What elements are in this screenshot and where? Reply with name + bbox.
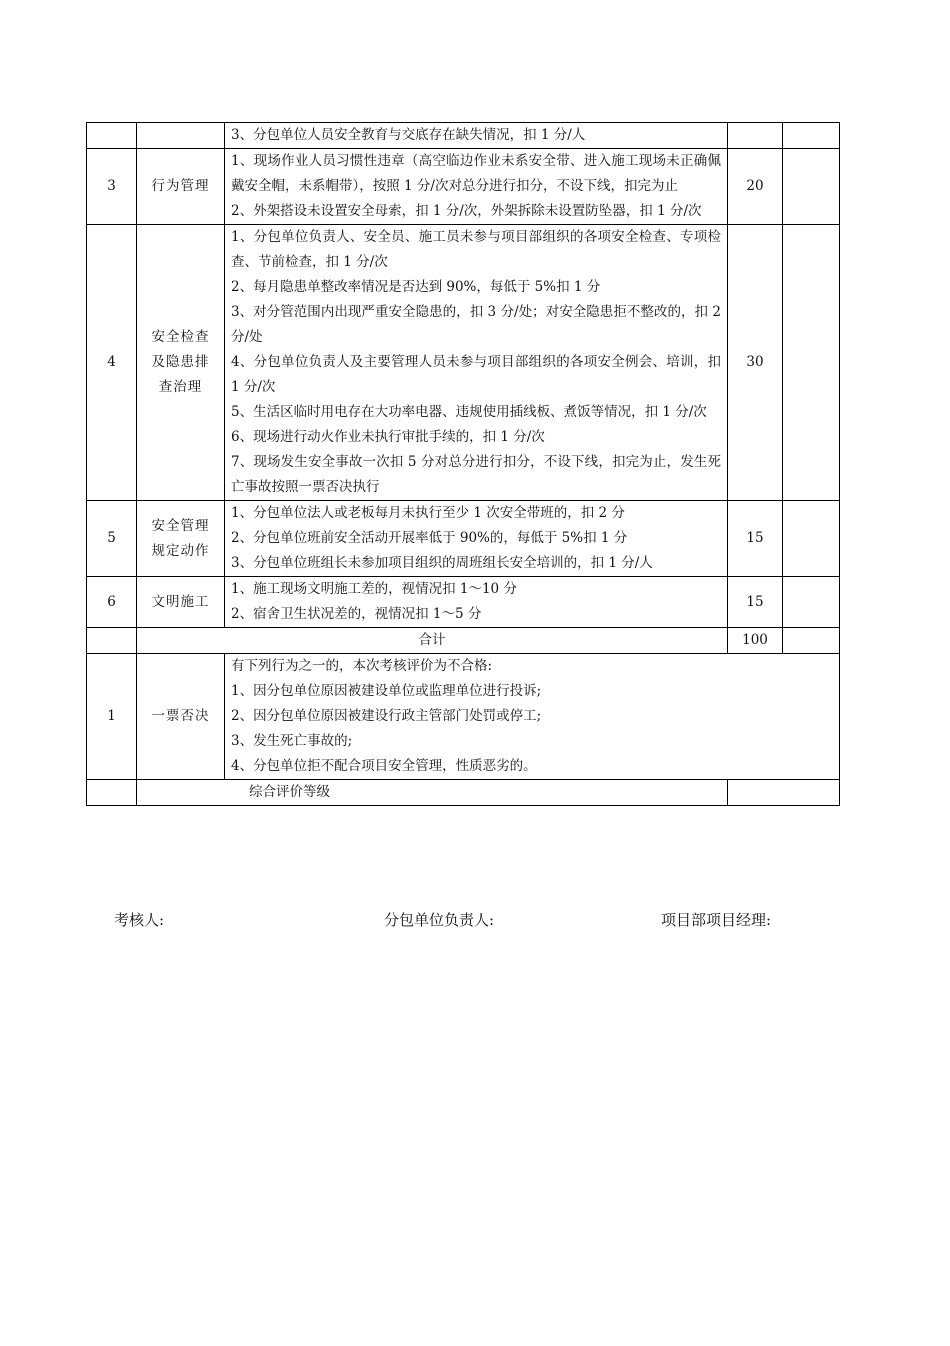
- item-category: [137, 149, 225, 225]
- criteria-line: 4、分包单位负责人及主要管理人员未参与项目部组织的各项安全例会、培训，扣 1 分/次: [231, 354, 721, 395]
- item-criteria: [225, 149, 728, 225]
- criteria-line: 1、分包单位负责人、安全员、施工员未参与项目部组织的各项安全检查、专项检查、节前检查，扣 1 分/次: [231, 229, 721, 270]
- item-category: [137, 123, 225, 149]
- item-criteria: [225, 501, 728, 577]
- item-category: [137, 577, 225, 628]
- total-score: 100: [728, 628, 783, 654]
- criteria-line: 3、分包单位班组长未参加项目组织的周班组长安全培训的，扣 1 分/人: [231, 555, 653, 571]
- category-line: 文明施工: [151, 593, 210, 610]
- item-result: [783, 501, 840, 577]
- grade-value[interactable]: [728, 780, 840, 806]
- item-result: [783, 225, 840, 501]
- item-number: 4: [87, 225, 137, 501]
- item-score: 15: [728, 501, 783, 577]
- criteria-line: 2、每月隐患单整改率情况是否达到 90%，每低于 5%扣 1 分: [231, 279, 601, 295]
- total-blank: [87, 628, 137, 654]
- table-row: [87, 123, 840, 149]
- criteria-line: 2、分包单位班前安全活动开展率低于 90%的，每低于 5%扣 1 分: [231, 530, 628, 546]
- assessment-table: [86, 122, 840, 806]
- item-result: [783, 123, 840, 149]
- item-score: 30: [728, 225, 783, 501]
- criteria-line: 有下列行为之一的，本次考核评价为不合格:: [231, 658, 493, 674]
- criteria-line: 6、现场进行动火作业未执行审批手续的，扣 1 分/次: [231, 429, 545, 445]
- criteria-line: 7、现场发生安全事故一次扣 5 分对总分进行扣分，不设下线，扣完为止，发生死亡事故按照一票否决执行: [231, 454, 721, 495]
- item-result: [783, 577, 840, 628]
- category-line: 查治理: [158, 379, 203, 395]
- criteria-line: 1、现场作业人员习惯性违章（高空临边作业未系安全带、进入施工现场未正确佩戴安全帽，未系帽带），按照 1 分/次对总分进行扣分，不设下线，扣完为止: [231, 153, 721, 194]
- item-score: [728, 123, 783, 149]
- total-result: [783, 628, 840, 654]
- item-number: 3: [87, 149, 137, 225]
- total-label: 合计: [137, 628, 728, 654]
- criteria-line: 3、分包单位人员安全教育与交底存在缺失情况，扣 1 分/人: [231, 127, 586, 143]
- grade-blank: [87, 780, 137, 806]
- veto-category: 一票否决: [137, 654, 225, 780]
- criteria-line: 2、因分包单位原因被建设行政主管部门处罚或停工;: [231, 708, 542, 724]
- project-manager-label: 项目部项目经理:: [661, 911, 772, 929]
- criteria-line: 2、宿舍卫生状况差的，视情况扣 1～5 分: [231, 606, 482, 622]
- criteria-line: 1、因分包单位原因被建设单位或监理单位进行投诉;: [231, 683, 542, 699]
- assessment-table-body: [87, 123, 840, 806]
- item-result: [783, 149, 840, 225]
- item-number: 5: [87, 501, 137, 577]
- criteria-line: 5、生活区临时用电存在大功率电器、违规使用插线板、煮饭等情况，扣 1 分/次: [231, 404, 707, 420]
- item-number: 6: [87, 577, 137, 628]
- veto-row: [87, 654, 840, 780]
- item-number: [87, 123, 137, 149]
- criteria-line: 3、对分管范围内出现严重安全隐患的，扣 3 分/处；对安全隐患拒不整改的，扣 2 分/处: [231, 304, 721, 345]
- item-score: 15: [728, 577, 783, 628]
- category-line: 及隐患排: [151, 354, 210, 370]
- category-line: 安全检查: [151, 329, 210, 345]
- item-criteria: [225, 225, 728, 501]
- total-row: [87, 628, 840, 654]
- item-category: [137, 225, 225, 501]
- table-row: [87, 225, 840, 501]
- item-criteria: [225, 577, 728, 628]
- veto-criteria: [225, 654, 840, 780]
- grade-label: 综合评价等级: [137, 780, 728, 806]
- grade-row: [87, 780, 840, 806]
- item-criteria: [225, 123, 728, 149]
- criteria-line: 2、外架搭设未设置安全母索，扣 1 分/次，外架拆除未设置防坠器，扣 1 分/次: [231, 203, 702, 219]
- criteria-line: 1、分包单位法人或老板每月未执行至少 1 次安全带班的，扣 2 分: [231, 505, 625, 521]
- table-row: [87, 577, 840, 628]
- veto-number: 1: [87, 654, 137, 780]
- category-line: 行为管理: [151, 178, 210, 194]
- category-line: 安全管理: [151, 517, 210, 534]
- table-row: [87, 501, 840, 577]
- item-category: [137, 501, 225, 577]
- category-line: 规定动作: [151, 542, 210, 559]
- signature-line: [86, 905, 839, 933]
- item-score: 20: [728, 149, 783, 225]
- subcontractor-head-label: 分包单位负责人:: [384, 911, 495, 929]
- assessor-label: 考核人:: [114, 911, 165, 929]
- criteria-line: 1、施工现场文明施工差的，视情况扣 1～10 分: [231, 581, 517, 597]
- criteria-line: 4、分包单位拒不配合项目安全管理，性质恶劣的。: [231, 758, 537, 774]
- criteria-line: 3、发生死亡事故的;: [231, 733, 353, 749]
- table-row: [87, 149, 840, 225]
